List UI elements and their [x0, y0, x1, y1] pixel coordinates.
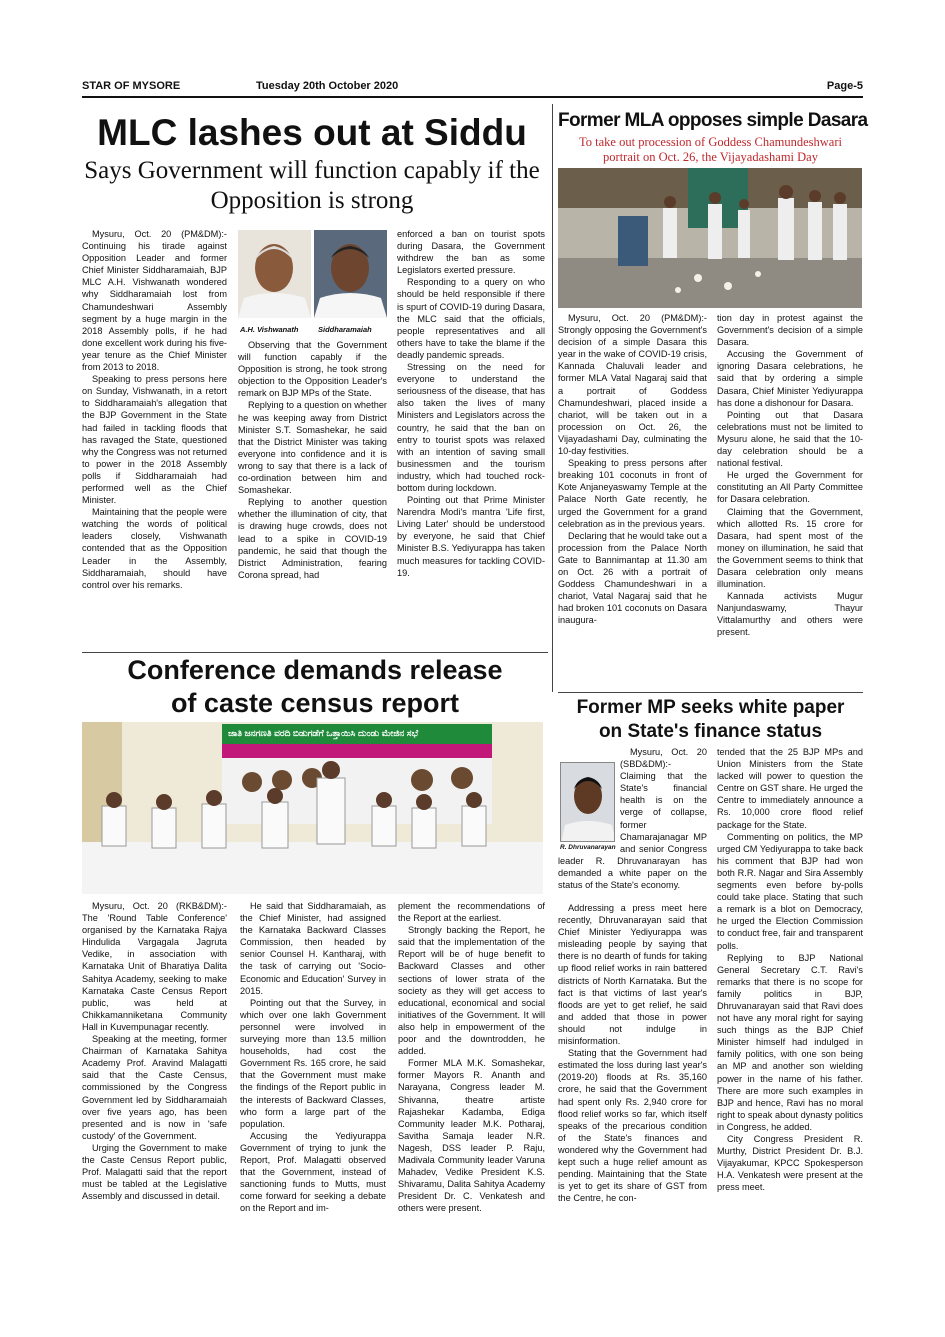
- paragraph: Stating that the Government had estimated the loss during last year's (2019-20) floods at Rs. 35,160 crore, he said that the Government had spent only Rs. 2,940 crore for flood relief works so far, which itself speaks of the precarious condition of the State's finances and wondered why the Government had kept such a huge relief amount as pending. Maintaining that the State is yet to get its share of GST from the Centre, he con-: [558, 1048, 707, 1204]
- story3-col1: [82, 900, 227, 1270]
- paragraph: Replying to a question on whether he was keeping away from District Minister S.T. Somashekar, he said that the District Minister was taking everyone into confidence and it is wrong to say that there is a lack of co-ordination between him and Somashekar.: [238, 400, 387, 496]
- story4-headline-line1: Former MP seeks white paper: [576, 697, 845, 718]
- paragraph: Speaking to press persons here on Sunday, Vishwanath, in a retort to Siddharamaiah's allegation that the BJP Government in the State had failed in tackling floods that has ravaged the State, questioned why the Congress was not returned to power in the 2018 Assembly polls if Siddharamaiah had performed well as the Chief Minister.: [82, 374, 227, 506]
- page-number: Page-5: [826, 80, 863, 92]
- paragraph: Former MLA M.K. Somashekar, former Mayors R. Ananth and Narayana, Congress leader M. Shivanna, theatre artiste Rajashekar Kadamba, Ediga Community leader M.K. Potharaj, Savitha Samaja leader N.R. Nagesh, DSS leader P. Raju, Madivala Community leader Varuna Mahadev, Vedike President K.S. Shivaramu, Dalita Sahitya Academy President Dr. C. Venkatesh and others were present.: [398, 1058, 545, 1214]
- story1-col2: [238, 339, 387, 648]
- story2-subhead: To take out procession of Goddess Chamundeshwari portrait on Oct. 26, the Vijayadashami Day: [579, 135, 842, 164]
- paragraph: Mysuru, Oct. 20 (PM&DM):- Strongly opposing the Government's decision of a simple Dasara this year in the wake of COVID-19 crisis, Kannada Chaluvali leader and former MLA Vatal Nagaraj said that a portrait of Goddess Chamundeshwari, placed inside a chariot, will be taken out in a procession on Oct. 26, the Vijayadashami Day, culminating the 10-day festivities.: [558, 313, 707, 457]
- paragraph: Pointing out that Prime Minister Narendra Modi's mantra 'Life first, Living Later' should be understood by everyone, he said that Chief Minister B.S. Yediyurappa has taken much measures for tackling COVID-19.: [397, 495, 545, 578]
- paragraph: Stressing on the need for everyone to understand the seriousness of the disease, that has also taken the lives of many Ministers and Legislators across the country, he said that the ban on entry to tourist spots was relaxed with an intention of saving small businessmen and the tourism industry, which had touched rock-bottom during lockdown.: [397, 362, 545, 493]
- paragraph: Claiming that the Government, which allotted Rs. 15 crore for Dasara, had spent most of the money on illumination, he said that the Government seems to think that Dasara celebration only means illumination.: [717, 506, 863, 590]
- story-divider: [558, 692, 863, 693]
- paragraph: Observing that the Government will function capably if the Opposition is strong, he took strong objection to the Opposition Leader's remark on BJP MPs of the State.: [238, 340, 387, 399]
- paragraph: City Congress President R. Murthy, District President Dr. B.J. Vijayakumar, KPCC Spokesperson H.A. Venkatesh were present at the press meet.: [717, 1134, 863, 1193]
- paragraph: Accusing the Yediyurappa Government of trying to junk the Report, Prof. Malagatti observed that the Government, instead of sanctioning funds to Mutts, must come forward for seeking a debate on the Report and im-: [240, 1130, 386, 1214]
- paragraph: Speaking at the meeting, former Chairman of Karnataka Sahitya Academy Prof. Aravind Malagatti said that the Caste Census, commissioned by the Congress Government led by Siddharamaiah over five years ago, has been presented and is now in 'safe custody' of the Government.: [82, 1034, 227, 1141]
- story1-subhead: Says Government will function capably if the Opposition is strong: [84, 157, 540, 214]
- conference-banner-text: ಜಾತಿ ಜನಗಣತಿ ವರದಿ ಬಿಡುಗಡೆಗೆ ಒತ್ತಾಯಿಸಿ ದುಂಡು ಮೇಜಿನ ಸಭೆ: [228, 728, 419, 738]
- story3-headline-line2: of caste census report: [170, 688, 460, 718]
- story3-col3: [398, 900, 545, 1270]
- dasara-protest-photo: [558, 168, 862, 308]
- story1-col1: [82, 228, 227, 648]
- paragraph: Mysuru, Oct. 20 (PM&DM):- Continuing his tirade against Opposition Leader and former Chief Minister Siddharamaiah, BJP MLC A.H. Vishwanath wondered why Siddharamaiah lost from Chamundeshwari Assembly segment by a huge margin in the 2018 Assembly polls, if he had done excellent work during his five-year tenure as the Chief Minister from 2013 to 2018.: [82, 229, 227, 373]
- paragraph: Commenting on politics, the MP urged CM Yediyurappa to take back his comment that BJP had won both R.R. Nagar and Sira Assembly segments even before by-polls could take place. Stating that such a remark is a blot on Democracy, he urged the Election Commission to conduct free, fair and transparent polls.: [717, 831, 863, 951]
- paragraph: Strongly backing the Report, he said that the implementation of the Report will be of huge benefit to Backward Classes and other sections of lower strata of the society as they will get access to educational, economical and social initiatives of the Government. It will also help in empowerment of the poor and the downtrodden, he added.: [398, 925, 545, 1057]
- paragraph: Replying to BJP National General Secretary C.T. Ravi's remarks that there is no scope for family politics in BJP, Dhruvanarayan said that Ravi does not have any moral right for saying such things as the BJP Chief Minister himself had indulged in family politics, with one son being an MP and another son wielding power in the name of his father. There are more such examples in BJP and hence, Ravi has no moral right to speak about dynasty politics in Congress, he added.: [717, 952, 863, 1132]
- photo-float-space: [558, 746, 620, 852]
- paragraph: Responding to a query on who should be held responsible if there is spurt of COVID-19 during Dasara, the MLC said that the officials, people representatives and all others have to take the blame if the deadly pandemic spreads.: [397, 277, 545, 360]
- column-divider: [552, 104, 553, 692]
- story4-intro: [558, 746, 707, 900]
- paragraph: Pointing out that the Survey, in which over one lakh Government personnel were involved in surveying more than 13.5 million households, had cost the Government Rs. 165 crore, he said that the Government must make the findings of the Report public in the interests of Backward Classes, who form a large part of the population.: [240, 997, 386, 1129]
- paragraph: enforced a ban on tourist spots during Dasara, the Government withdrew the ban as some Legislators exerted pressure.: [397, 229, 545, 276]
- paragraph: Replying to another question whether the illumination of city, that is drawing huge crowds, does not lead to a spike in COVID-19 pandemic, he said that though the District Administration, fearing Corona spread, had: [238, 497, 387, 580]
- masthead: [82, 80, 863, 96]
- masthead-rule: [82, 96, 863, 98]
- issue-date: Tuesday 20th October 2020: [256, 80, 399, 92]
- story4-headline-line2: on State's finance status: [598, 721, 823, 742]
- paragraph: Urging the Government to make the Caste Census Report public, Prof. Malagatti said that the report must be tabled at the Legislative Assembly and discussed in detail.: [82, 1142, 227, 1202]
- vishwanath-photo: [238, 230, 311, 318]
- story2-col2: [717, 312, 863, 690]
- conference-photo: [82, 722, 543, 894]
- paragraph: Mysuru, Oct. 20 (RKB&DM):- The 'Round Table Conference' organised by the Karnataka Rajya Hindulida Vargagala Jagruta Vedike, in association with Karnataka Unit of Bharatiya Dalita Sahitya Academy, seeking to make Karnataka Caste Census Report public, was held at Chikkamanniketana Community Hall in Kuvempunagar recently.: [82, 901, 227, 1032]
- paragraph: Declaring that he would take out a procession from the Palace North Gate to Bannimantap at 11.30 am on Oct. 26 with a portrait of Goddess Chamundeshwari in a chariot, Vatal Nagaraj said that he had broken 101 coconuts on Dasara inaugura-: [558, 530, 707, 626]
- paragraph: plement the recommendations of the Report at the earliest.: [398, 901, 545, 924]
- vishwanath-caption: A.H. Vishwanath: [240, 325, 299, 334]
- story3-headline-line1: Conference demands release: [127, 655, 503, 685]
- paragraph: Pointing out that Dasara celebrations must not be limited to Mysuru alone, he said that the 10-day celebration should be a national festival.: [717, 409, 863, 469]
- story4-col2: [717, 746, 863, 1270]
- dhruvanarayan-caption: R. Dhruvanarayan: [560, 844, 616, 851]
- paragraph: Mysuru, Oct. 20 (SBD&DM):- Claiming that the State's financial health is on the verge of collapse, former Chamarajanagar MP and senior Congress leader R. Dhruvanarayan has demanded a white paper on the status of the State's economy.: [558, 747, 707, 891]
- story3-col2: [240, 900, 386, 1270]
- paragraph: He said that Siddharamaiah, as the Chief Minister, had assigned the Karnataka Backward Classes Commission, then headed by senior Counsel H. Kantharaj, with the task of carrying out 'Socio-Economic and Education' Survey in 2015.: [240, 901, 386, 996]
- paragraph: Maintaining that the people were watching the words of political leaders closely, Vishwanath contended that as the Opposition Leader in the Assembly, Siddharamaiah, should have control over his remarks.: [82, 507, 227, 590]
- paragraph: Accusing the Government of ignoring Dasara celebrations, he said that by ordering a simple Dasara, Chief Minister Yediyurappa has done a dishonour for Dasara.: [717, 349, 863, 408]
- paragraph: tion day in protest against the Government's decision of a simple Dasara.: [717, 313, 863, 348]
- story4-col1: [558, 902, 707, 1270]
- paragraph: He urged the Government for constituting an All Party Committee for Dasara celebration.: [717, 470, 863, 505]
- story2-headline: Former MLA opposes simple Dasara: [558, 110, 868, 131]
- siddharamaiah-photo: [314, 230, 387, 318]
- paragraph: Speaking to press persons after breaking 101 coconuts in front of Kote Anjaneyaswamy Temple at the Palace North Gate recently, he urged the Government for a grand celebration as in the previous years.: [558, 458, 707, 529]
- paper-name: STAR OF MYSORE: [82, 80, 181, 92]
- story1-col3: [397, 228, 545, 648]
- story1-headline: MLC lashes out at Siddu: [97, 112, 527, 153]
- paragraph: Addressing a press meet here recently, Dhruvanarayan said that Chief Minister Yediyurappa was misleading people by saying that there is no dearth of funds for taking up flood relief works in rain battered districts of North Karnataka. But the fact is that victims of last year's floods are yet to get relief, he said and added that those in power should not indulge in misinformation.: [558, 903, 707, 1047]
- paragraph: tended that the 25 BJP MPs and Union Ministers from the State lacked will power to question the Centre on GST share. He urged the Centre to immediately announce a Rs. 10,000 crore flood relief package for the State.: [717, 747, 863, 830]
- story2-col1: [558, 312, 707, 690]
- story-divider: [82, 652, 548, 653]
- paragraph: Kannada activists Mugur Nanjundaswamy, Thayur Vittalamurthy and others were present.: [717, 591, 863, 638]
- siddharamaiah-caption: Siddharamaiah: [318, 325, 372, 334]
